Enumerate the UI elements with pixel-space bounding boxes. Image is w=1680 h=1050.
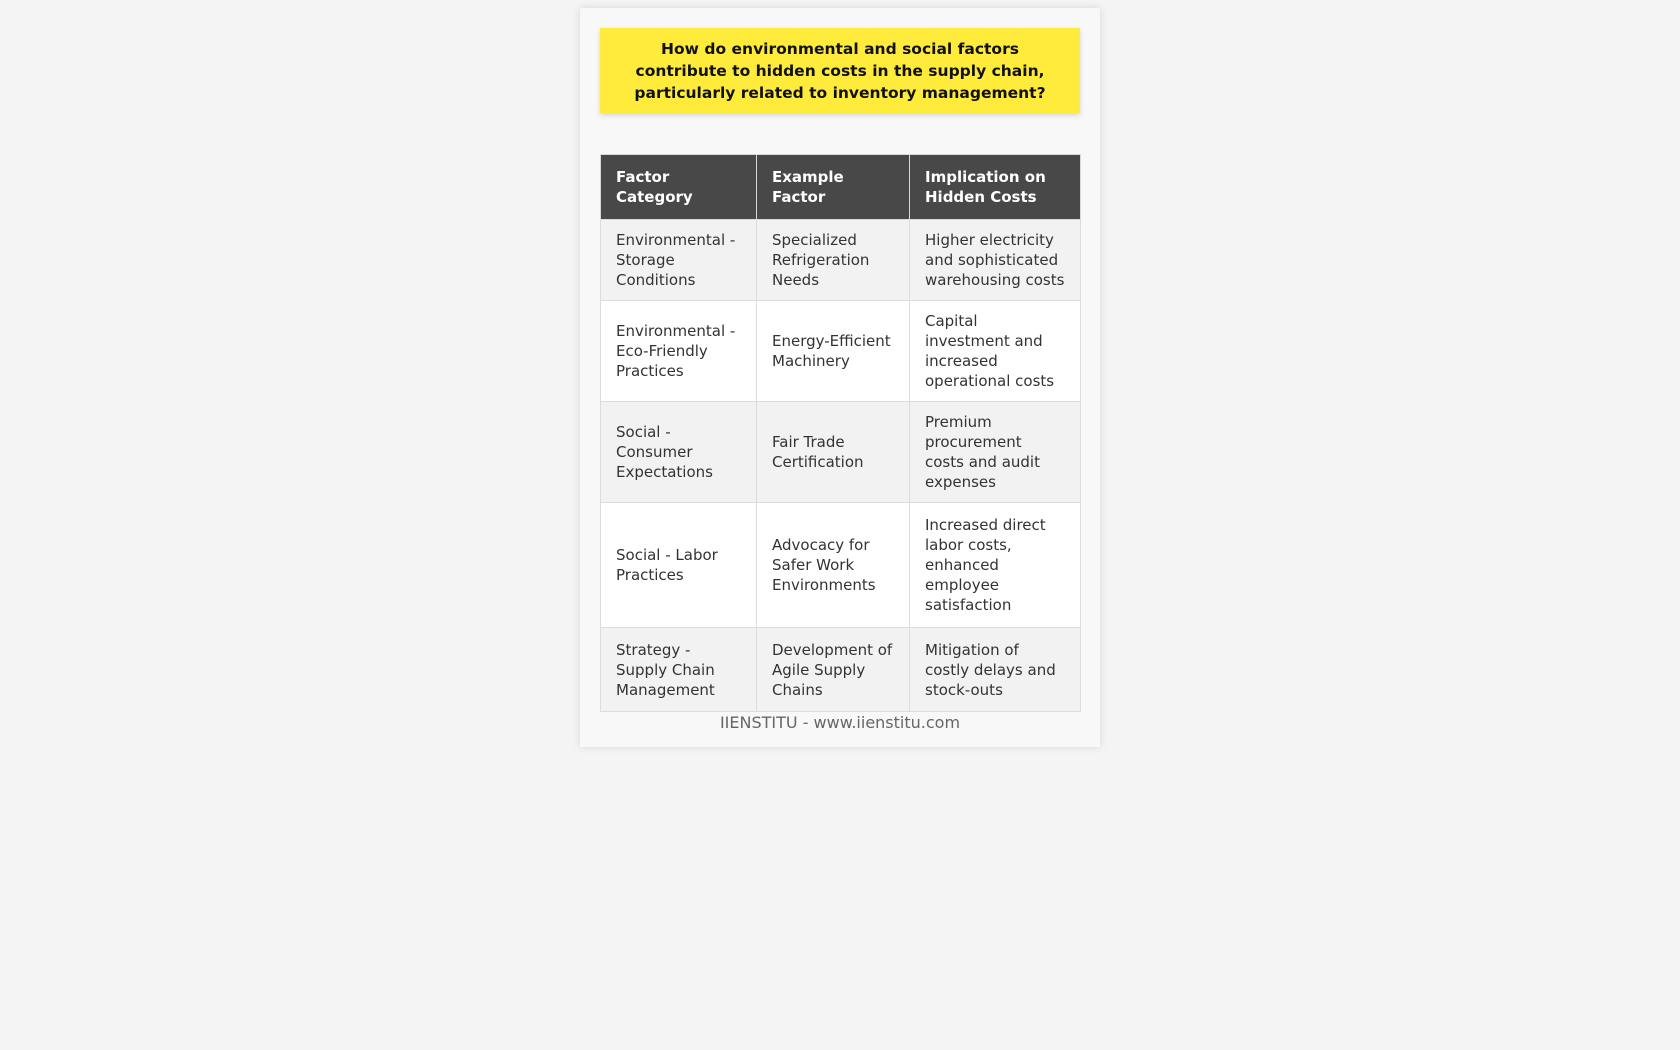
cell-factor-category: Social - Consumer Expectations: [601, 402, 757, 503]
cell-example-factor: Specialized Refrigeration Needs: [757, 220, 910, 301]
table-row: [601, 402, 1081, 503]
cell-example-factor: Development of Agile Supply Chains: [757, 628, 910, 712]
footer-credit: IIENSTITU - www.iienstitu.com: [719, 713, 961, 732]
cell-factor-category: Strategy - Supply Chain Management: [601, 628, 757, 712]
question-box: [600, 28, 1080, 113]
cell-example-factor: Energy-Efficient Machinery: [757, 301, 910, 402]
cell-factor-category: Environmental - Eco-Friendly Practices: [601, 301, 757, 402]
table-row: [601, 220, 1081, 301]
factors-table: [600, 154, 1081, 712]
table-header-row: [601, 155, 1081, 220]
table-row: [601, 301, 1081, 402]
cell-example-factor: Advocacy for Safer Work Environments: [757, 503, 910, 628]
cell-factor-category: Social - Labor Practices: [601, 503, 757, 628]
content-card: [580, 8, 1100, 747]
table-row: [601, 628, 1081, 712]
cell-implication: Higher electricity and sophisticated warehousing costs: [910, 220, 1081, 301]
cell-factor-category: Environmental - Storage Conditions: [601, 220, 757, 301]
header-implication: Implication on Hidden Costs: [910, 155, 1081, 220]
cell-implication: Mitigation of costly delays and stock-outs: [910, 628, 1081, 712]
cell-implication: Increased direct labor costs, enhanced employee satisfaction: [910, 503, 1081, 628]
header-factor-category: Factor Category: [601, 155, 757, 220]
question-text: How do environmental and social factors contribute to hidden costs in the supply chain, particularly related to inventory management?: [634, 39, 1046, 102]
cell-example-factor: Fair Trade Certification: [757, 402, 910, 503]
table-row: [601, 503, 1081, 628]
cell-implication: Premium procurement costs and audit expenses: [910, 402, 1081, 503]
header-example-factor: Example Factor: [757, 155, 910, 220]
cell-implication: Capital investment and increased operational costs: [910, 301, 1081, 402]
